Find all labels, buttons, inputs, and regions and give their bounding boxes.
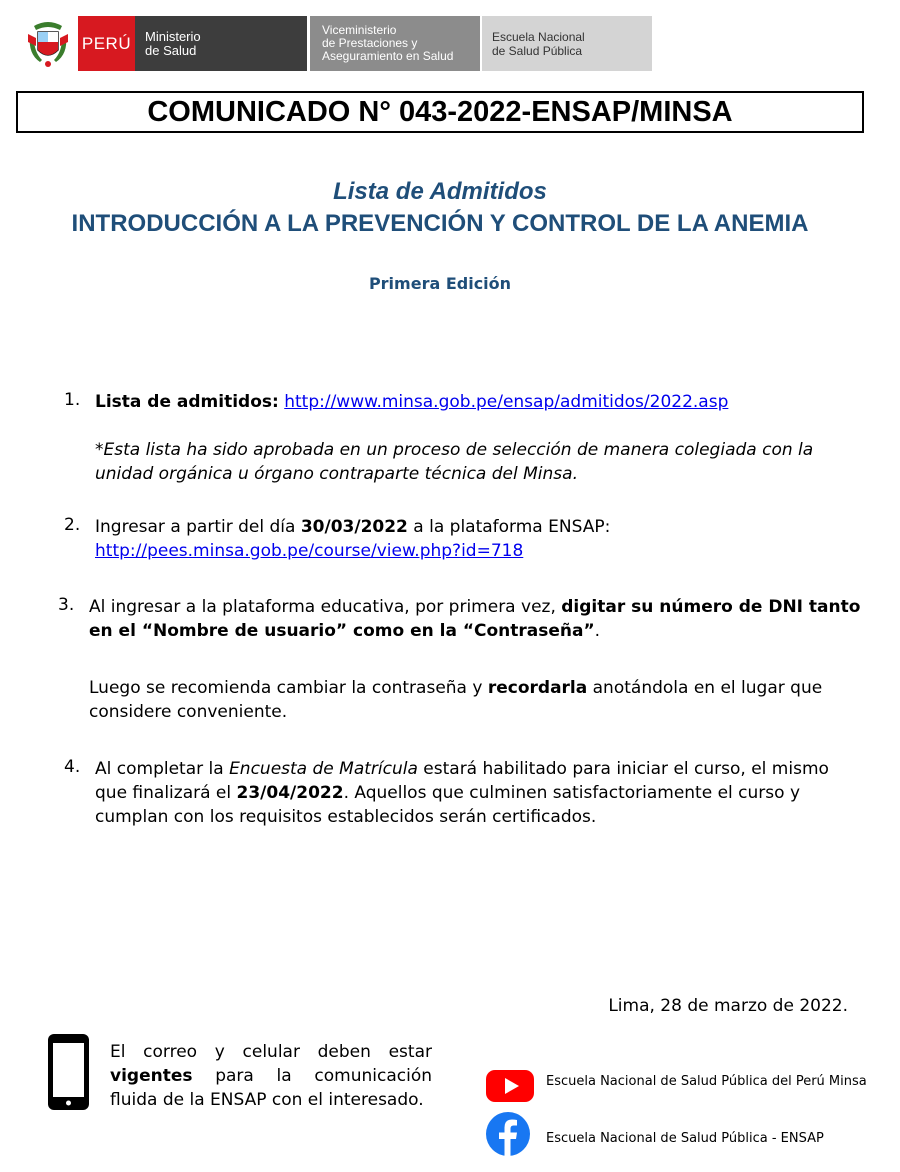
header-ministry-line1: Ministerio <box>145 28 201 44</box>
item-3-bold: digitar su número de DNI tanto en el “Nombre de usuario” como en la “Contraseña” <box>89 597 861 641</box>
subtitle-edition: Primera Edición <box>368 274 512 293</box>
contact-note <box>110 1040 432 1112</box>
header-peru-label: PERÚ <box>78 16 135 71</box>
header-school-line2: de Salud Pública <box>492 43 583 58</box>
phone-icon <box>46 1032 91 1112</box>
item-1-label: Lista de admitidos: <box>95 392 279 412</box>
header-ministry-line2: de Salud <box>145 42 197 58</box>
facebook-icon[interactable] <box>486 1112 530 1156</box>
header-vice-line2: de Prestaciones y <box>322 36 418 50</box>
item-4-date: 23/04/2022 <box>236 783 344 803</box>
contact-note-bold: vigentes <box>110 1066 193 1086</box>
platform-link[interactable]: http://pees.minsa.gob.pe/course/view.php?id=718 <box>95 541 524 561</box>
contact-note-a: El correo y celular deben estar <box>110 1042 432 1062</box>
document-title: COMUNICADO N° 043-2022-ENSAP/MINSA <box>16 91 864 133</box>
item-4-text-c: . Aquellos que culminen satisfactoriamente el curso y cumplan con los requisitos establecidos serán certificados. <box>95 783 801 827</box>
header-school <box>482 16 652 71</box>
item-4-number: 4. <box>64 757 81 777</box>
item-3-text-a: Al ingresar a la plataforma educativa, por primera vez, <box>89 597 562 617</box>
item-1-note: *Esta lista ha sido aprobada en un proceso de selección de manera colegiada con la unidad orgánica u órgano contraparte técnica del Minsa. <box>95 440 814 484</box>
item-2-date: 30/03/2022 <box>300 517 408 537</box>
item-2-text-a: Ingresar a partir del día <box>95 517 301 537</box>
item-3-para2-b: anotándola en el lugar que considere conveniente. <box>89 678 823 722</box>
item-4-text-b: estará habilitado para iniciar el curso, el mismo que finalizará el <box>95 759 829 803</box>
peru-coat-of-arms-logo <box>26 16 70 68</box>
place-date: Lima, 28 de marzo de 2022. <box>608 996 848 1016</box>
youtube-icon[interactable] <box>486 1068 534 1104</box>
item-3-number: 3. <box>58 595 75 615</box>
admitted-list-link[interactable]: http://www.minsa.gob.pe/ensap/admitidos/2022.asp <box>284 392 729 412</box>
youtube-channel-name[interactable]: Escuela Nacional de Salud Pública del Perú Minsa <box>546 1074 867 1089</box>
header-vice-line1: Viceministerio <box>322 23 397 37</box>
item-2-text-b: a la plataforma ENSAP: <box>407 517 611 537</box>
item-3-para2 <box>89 676 849 724</box>
header-viceministry <box>310 16 480 71</box>
item-3 <box>89 595 864 643</box>
item-3-para2-a: Luego se recomienda cambiar la contraseña y <box>89 678 488 698</box>
subtitle-list: Lista de Admitidos <box>333 178 547 205</box>
item-4 <box>95 757 865 829</box>
contact-note-b: para la comunicación fluida de la ENSAP con el interesado. <box>110 1066 432 1110</box>
subtitle-course: INTRODUCCIÓN A LA PREVENCIÓN Y CONTROL DE LA ANEMIA <box>71 210 809 237</box>
item-4-text-a: Al completar la <box>95 759 230 779</box>
item-1-number: 1. <box>64 390 81 410</box>
item-3-para2-bold: recordarla <box>487 678 588 698</box>
item-3-text-b: . <box>594 621 601 641</box>
item-1 <box>95 390 875 414</box>
facebook-page-name[interactable]: Escuela Nacional de Salud Pública - ENSAP <box>546 1131 824 1146</box>
item-2-number: 2. <box>64 515 81 535</box>
header-school-line1: Escuela Nacional <box>492 29 585 44</box>
item-4-italic: Encuesta de Matrícula <box>229 759 418 779</box>
header-ministry <box>135 16 307 71</box>
item-2 <box>95 515 875 563</box>
header-vice-line3: Aseguramiento en Salud <box>322 49 454 63</box>
